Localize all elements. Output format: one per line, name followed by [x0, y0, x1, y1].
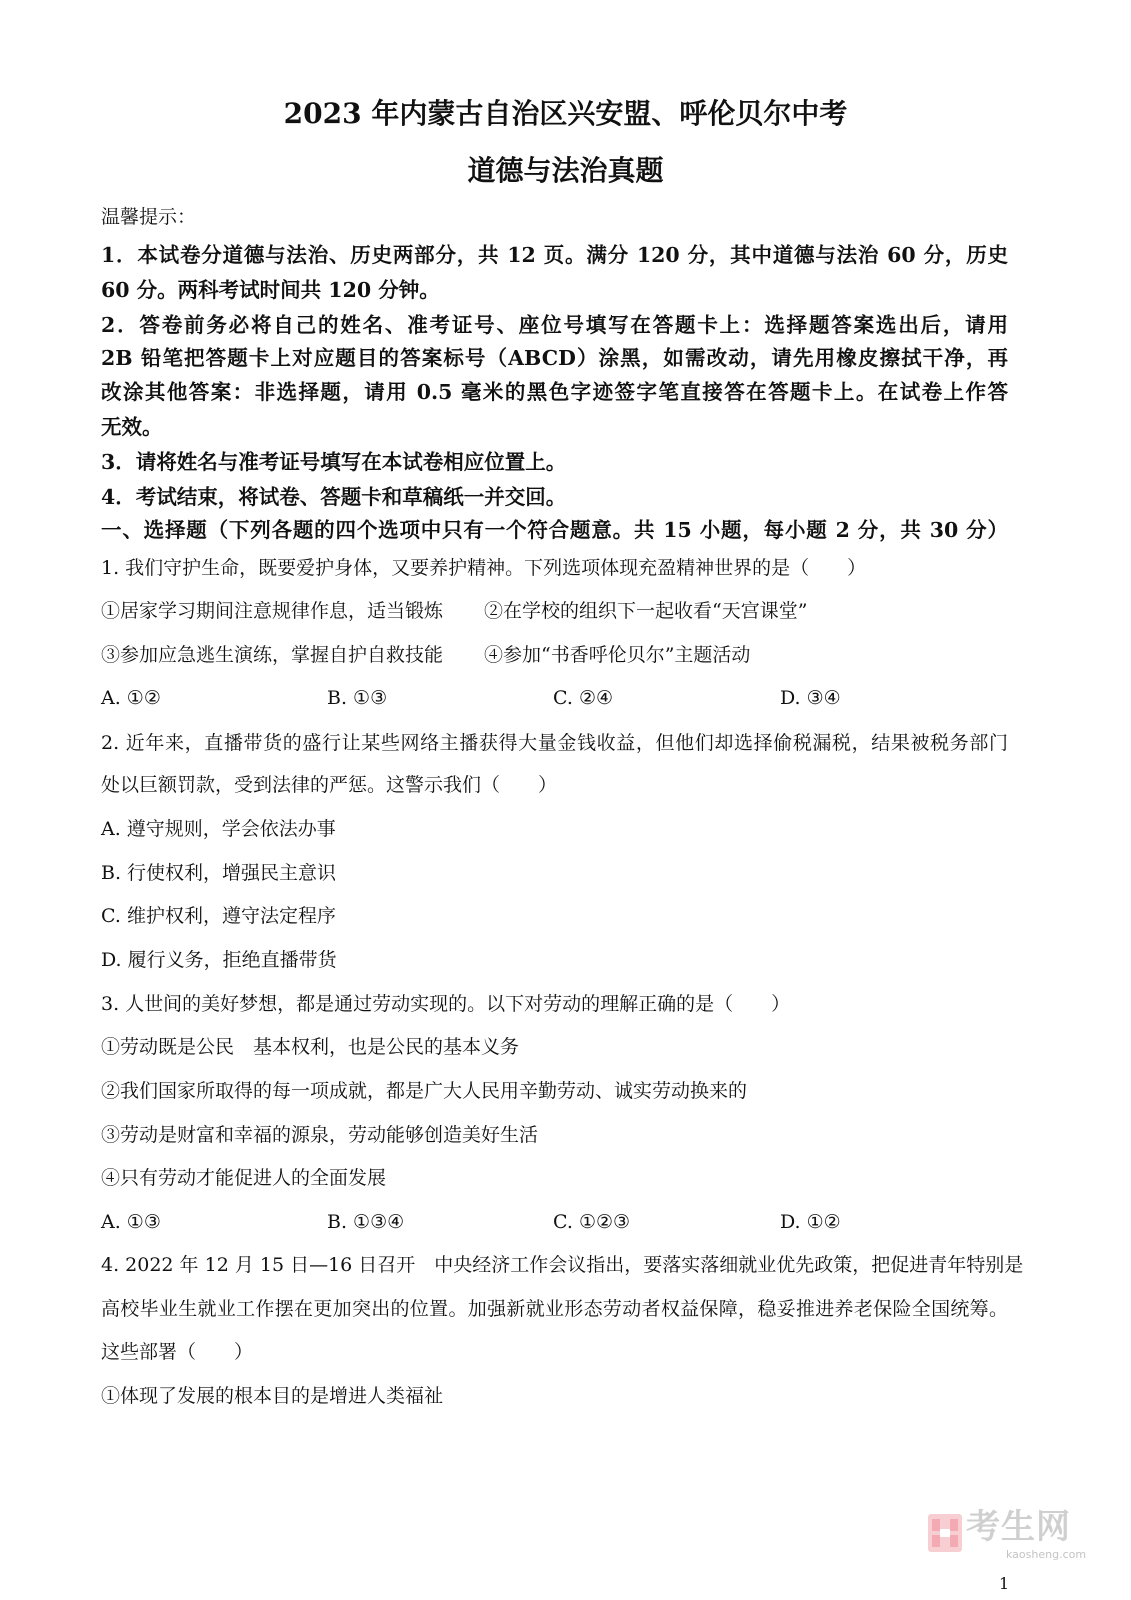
answer-option: B. ①③	[327, 687, 388, 709]
answer-option: B. 行使权利，增强民主意识	[101, 862, 337, 884]
answer-option: D. 履行义务，拒绝直播带货	[101, 949, 337, 971]
question-item: ①居家学习期间注意规律作息，适当锻炼	[101, 600, 444, 622]
question-item: ①体现了发展的根本目的是增进人类福祉	[101, 1385, 444, 1407]
answer-option: D. ①②	[780, 1211, 841, 1233]
question-stem: 1. 我们守护生命，既要爱护身体，又要养护精神。下列选项体现充盈精神世界的是（ ）	[101, 557, 867, 579]
notice-line: 无效。	[101, 415, 163, 439]
page-number: 1	[999, 1574, 1010, 1593]
question-stem: 2. 近年来，直播带货的盛行让某些网络主播获得大量金钱收益，但他们却选择偷税漏税，结果被税务部门	[101, 732, 1008, 754]
question-item: ③参加应急逃生演练，掌握自护自救技能	[101, 644, 444, 666]
answer-option: B. ①③④	[327, 1211, 405, 1233]
question-stem: 4. 2022 年 12 月 15 日—16 日召开 中央经济工作会议指出，要落实落细就业优先政策，把促进青年特别是	[101, 1254, 1024, 1276]
watermark-domain: kaosheng.com	[1006, 1548, 1087, 1561]
notice-line: 60 分。两科考试时间共 120 分钟。	[101, 278, 440, 302]
section-heading: 一、选择题（下列各题的四个选项中只有一个符合题意。共 15 小题，每小题 2 分，共 30 分）	[101, 518, 1008, 542]
question-item: ②我们国家所取得的每一项成就，都是广大人民用辛勤劳动、诚实劳动换来的	[101, 1080, 748, 1102]
answer-option: A. 遵守规则，学会依法办事	[101, 818, 336, 840]
answer-option: C. ②④	[553, 687, 614, 709]
question-item: ④参加“书香呼伦贝尔”主题活动	[484, 644, 751, 666]
question-stem: 这些部署（ ）	[101, 1341, 254, 1363]
notice-line: 1．本试卷分道德与法治、历史两部分，共 12 页。满分 120 分，其中道德与法治 60 分，历史	[101, 243, 1008, 267]
notice-line: 2B 铅笔把答题卡上对应题目的答案标号（ABCD）涂黑，如需改动，请先用橡皮擦拭干净，再	[101, 346, 1008, 370]
watermark-brand: 考生网	[966, 1507, 1071, 1547]
notice-line: 4．考试结束，将试卷、答题卡和草稿纸一并交回。	[101, 485, 567, 509]
answer-option: A. ①②	[101, 687, 161, 709]
exam-subtitle: 道德与法治真题	[467, 154, 664, 187]
question-stem: 处以巨额罚款，受到法律的严惩。这警示我们（ ）	[101, 774, 558, 796]
notice-line: 3．请将姓名与准考证号填写在本试卷相应位置上。	[101, 450, 567, 474]
kaosheng-logo-icon	[928, 1514, 962, 1552]
exam-title: 2023 年内蒙古自治区兴安盟、呼伦贝尔中考	[283, 97, 848, 130]
site-watermark	[928, 1508, 1093, 1564]
question-item: ③劳动是财富和幸福的源泉，劳动能够创造美好生活	[101, 1124, 539, 1146]
answer-option: C. 维护权利，遵守法定程序	[101, 905, 336, 927]
question-stem: 3. 人世间的美好梦想，都是通过劳动实现的。以下对劳动的理解正确的是（ ）	[101, 993, 791, 1015]
question-item: ①劳动既是公民 基本权利，也是公民的基本义务	[101, 1036, 520, 1058]
notice-line: 改涂其他答案：非选择题，请用 0.5 毫米的黑色字迹签字笔直接答在答题卡上。在试卷上作答	[101, 380, 1008, 404]
question-item: ②在学校的组织下一起收看“天宫课堂”	[484, 600, 808, 622]
answer-option: D. ③④	[780, 687, 841, 709]
notice-heading: 温馨提示：	[101, 206, 197, 228]
notice-line: 2．答卷前务必将自己的姓名、准考证号、座位号填写在答题卡上：选择题答案选出后，请用	[101, 313, 1008, 337]
question-stem: 高校毕业生就业工作摆在更加突出的位置。加强新就业形态劳动者权益保障，稳妥推进养老保险全国统筹。	[101, 1298, 1008, 1320]
answer-option: A. ①③	[101, 1211, 161, 1233]
answer-option: C. ①②③	[553, 1211, 631, 1233]
question-item: ④只有劳动才能促进人的全面发展	[101, 1167, 387, 1189]
